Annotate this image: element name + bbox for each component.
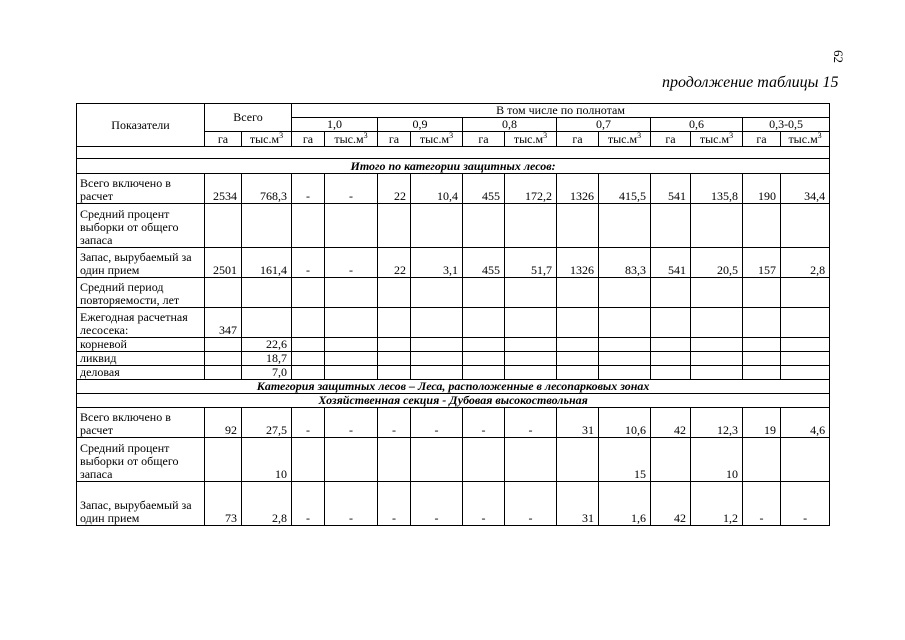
unit-volume: $тыс.м^3$ bbox=[325, 132, 378, 147]
table-cell: 27,5 bbox=[242, 408, 292, 438]
table-cell bbox=[463, 308, 505, 338]
header-density: 0,9 bbox=[378, 118, 463, 132]
table-cell bbox=[599, 338, 651, 352]
table-cell bbox=[781, 352, 830, 366]
table-cell: 51,7 bbox=[505, 248, 557, 278]
table-cell bbox=[325, 352, 378, 366]
table-cell: - bbox=[325, 408, 378, 438]
table-cell: - bbox=[378, 408, 411, 438]
table-cell: 172,2 bbox=[505, 174, 557, 204]
table-cell: 42 bbox=[651, 408, 691, 438]
table-cell bbox=[599, 366, 651, 380]
table-cell bbox=[599, 204, 651, 248]
table-cell bbox=[242, 278, 292, 308]
table-cell bbox=[505, 366, 557, 380]
table-cell bbox=[651, 278, 691, 308]
table-cell: - bbox=[505, 482, 557, 526]
table-cell: 20,5 bbox=[691, 248, 743, 278]
table-cell bbox=[743, 366, 781, 380]
table-cell: 31 bbox=[557, 408, 599, 438]
table-cell bbox=[292, 366, 325, 380]
table-cell: - bbox=[743, 482, 781, 526]
table-cell bbox=[651, 204, 691, 248]
table-cell bbox=[505, 204, 557, 248]
table-cell: - bbox=[292, 248, 325, 278]
table-cell bbox=[411, 338, 463, 352]
page-number: 62 bbox=[831, 50, 846, 63]
table-cell bbox=[205, 438, 242, 482]
header-density: 0,6 bbox=[651, 118, 743, 132]
unit-ha: га bbox=[651, 132, 691, 147]
table-cell: 10,4 bbox=[411, 174, 463, 204]
section-title: Хозяйственная секция - Дубовая высокоствольная bbox=[77, 394, 830, 408]
table-cell bbox=[691, 308, 743, 338]
table-cell: 10 bbox=[242, 438, 292, 482]
table-cell bbox=[781, 278, 830, 308]
row-label: Средний процент выборки от общего запаса bbox=[77, 204, 205, 248]
table-cell bbox=[557, 366, 599, 380]
table-cell bbox=[292, 278, 325, 308]
table-cell: 190 bbox=[743, 174, 781, 204]
row-label: корневой bbox=[77, 338, 205, 352]
spacer-row bbox=[77, 147, 830, 159]
table-cell: - bbox=[325, 174, 378, 204]
table-cell bbox=[651, 352, 691, 366]
table-cell bbox=[463, 438, 505, 482]
table-cell bbox=[205, 278, 242, 308]
table-cell bbox=[463, 338, 505, 352]
table-cell: 2,8 bbox=[242, 482, 292, 526]
header-density: 0,7 bbox=[557, 118, 651, 132]
table-cell bbox=[557, 352, 599, 366]
table-cell: 22 bbox=[378, 248, 411, 278]
table-cell: - bbox=[781, 482, 830, 526]
table-cell: 22,6 bbox=[242, 338, 292, 352]
table-cell: 22 bbox=[378, 174, 411, 204]
category-title: Категория защитных лесов – Леса, расположенные в лесопарковых зонах bbox=[77, 380, 830, 394]
table-caption: продолжение таблицы 15 bbox=[662, 74, 839, 91]
table-cell: 18,7 bbox=[242, 352, 292, 366]
unit-ha: га bbox=[292, 132, 325, 147]
unit-ha: га bbox=[557, 132, 599, 147]
row-label: Всего включено в расчет bbox=[77, 174, 205, 204]
table-cell bbox=[242, 204, 292, 248]
header-density: 1,0 bbox=[292, 118, 378, 132]
table-cell bbox=[505, 338, 557, 352]
row-label: Запас, вырубаемый за один прием bbox=[77, 482, 205, 526]
table-cell bbox=[463, 204, 505, 248]
table-cell bbox=[325, 366, 378, 380]
row-label: Средний период повторяемости, лет bbox=[77, 278, 205, 308]
table-cell bbox=[557, 338, 599, 352]
unit-ha: га bbox=[378, 132, 411, 147]
table-cell: 2,8 bbox=[781, 248, 830, 278]
table-cell bbox=[411, 366, 463, 380]
table-cell bbox=[691, 366, 743, 380]
table-cell bbox=[378, 338, 411, 352]
table-cell: 135,8 bbox=[691, 174, 743, 204]
table-cell bbox=[411, 352, 463, 366]
table-row bbox=[77, 308, 830, 338]
table-row bbox=[77, 248, 830, 278]
table-cell: 541 bbox=[651, 174, 691, 204]
table-cell bbox=[781, 366, 830, 380]
table-cell: 92 bbox=[205, 408, 242, 438]
table-row bbox=[77, 204, 830, 248]
table-cell bbox=[651, 338, 691, 352]
table-cell: 455 bbox=[463, 174, 505, 204]
table-cell bbox=[691, 338, 743, 352]
unit-volume: $тыс.м^3$ bbox=[781, 132, 830, 147]
table-cell bbox=[411, 438, 463, 482]
row-label: Всего включено в расчет bbox=[77, 408, 205, 438]
table-cell bbox=[292, 204, 325, 248]
table-cell: - bbox=[325, 482, 378, 526]
data-table bbox=[76, 103, 830, 526]
table-cell bbox=[463, 352, 505, 366]
table-cell bbox=[378, 352, 411, 366]
table-cell bbox=[651, 308, 691, 338]
table-cell bbox=[599, 278, 651, 308]
table-cell bbox=[781, 204, 830, 248]
table-cell bbox=[505, 308, 557, 338]
table-cell bbox=[378, 308, 411, 338]
table-cell bbox=[325, 278, 378, 308]
unit-volume: $тыс.м^3$ bbox=[599, 132, 651, 147]
table-cell bbox=[505, 438, 557, 482]
header-density: 0,3-0,5 bbox=[743, 118, 830, 132]
table-cell bbox=[325, 204, 378, 248]
table-cell bbox=[205, 366, 242, 380]
table-cell: 7,0 bbox=[242, 366, 292, 380]
header-by-density: В том числе по полнотам bbox=[292, 104, 830, 118]
table-cell bbox=[205, 338, 242, 352]
table-cell: 4,6 bbox=[781, 408, 830, 438]
table-cell bbox=[743, 438, 781, 482]
table-cell: 34,4 bbox=[781, 174, 830, 204]
table-cell bbox=[557, 204, 599, 248]
table-cell bbox=[743, 204, 781, 248]
table-cell bbox=[691, 352, 743, 366]
table-cell: - bbox=[505, 408, 557, 438]
table-cell: 1,6 bbox=[599, 482, 651, 526]
table-cell: 19 bbox=[743, 408, 781, 438]
table-cell bbox=[411, 204, 463, 248]
table-cell bbox=[691, 204, 743, 248]
table-cell: 415,5 bbox=[599, 174, 651, 204]
table-cell bbox=[378, 278, 411, 308]
table-cell: 2534 bbox=[205, 174, 242, 204]
table-cell: 15 bbox=[599, 438, 651, 482]
table-cell bbox=[743, 338, 781, 352]
table-cell bbox=[781, 338, 830, 352]
section-title: Итого по категории защитных лесов: bbox=[77, 159, 830, 174]
table-cell: 10,6 bbox=[599, 408, 651, 438]
table-cell: - bbox=[411, 408, 463, 438]
header-density: 0,8 bbox=[463, 118, 557, 132]
row-label: Ежегодная расчетная лесосека: bbox=[77, 308, 205, 338]
table-cell bbox=[781, 308, 830, 338]
table-cell: - bbox=[292, 482, 325, 526]
table-cell bbox=[557, 278, 599, 308]
table-cell bbox=[242, 308, 292, 338]
table-cell: 2501 bbox=[205, 248, 242, 278]
header-total: Всего bbox=[205, 104, 292, 132]
table-cell: 455 bbox=[463, 248, 505, 278]
table-cell bbox=[411, 308, 463, 338]
table-row bbox=[77, 174, 830, 204]
unit-volume: $тыс.м^3$ bbox=[691, 132, 743, 147]
table-cell: 1,2 bbox=[691, 482, 743, 526]
table-cell bbox=[378, 204, 411, 248]
table-cell bbox=[743, 278, 781, 308]
table-cell bbox=[743, 308, 781, 338]
table-cell bbox=[463, 278, 505, 308]
table-cell bbox=[325, 438, 378, 482]
table-cell: 1326 bbox=[557, 174, 599, 204]
table-cell bbox=[292, 338, 325, 352]
table-cell bbox=[505, 352, 557, 366]
table-cell bbox=[292, 438, 325, 482]
table-cell bbox=[557, 308, 599, 338]
unit-volume: $тыс.м^3$ bbox=[242, 132, 292, 147]
table-cell: 3,1 bbox=[411, 248, 463, 278]
table-cell: 31 bbox=[557, 482, 599, 526]
table-cell bbox=[599, 308, 651, 338]
table-row bbox=[77, 352, 830, 366]
unit-ha: га bbox=[743, 132, 781, 147]
table-cell bbox=[743, 352, 781, 366]
table-cell bbox=[651, 438, 691, 482]
table-cell: 161,4 bbox=[242, 248, 292, 278]
table-cell bbox=[292, 308, 325, 338]
table-cell: 541 bbox=[651, 248, 691, 278]
table-cell: 768,3 bbox=[242, 174, 292, 204]
table-row bbox=[77, 338, 830, 352]
table-cell bbox=[325, 338, 378, 352]
table-cell: 12,3 bbox=[691, 408, 743, 438]
table-cell: - bbox=[292, 408, 325, 438]
table-cell bbox=[599, 352, 651, 366]
table-cell bbox=[557, 438, 599, 482]
table-cell bbox=[205, 352, 242, 366]
table-cell bbox=[411, 278, 463, 308]
row-label: Запас, вырубаемый за один прием bbox=[77, 248, 205, 278]
table-cell: - bbox=[463, 408, 505, 438]
table-cell: 1326 bbox=[557, 248, 599, 278]
table-cell bbox=[691, 278, 743, 308]
table-cell bbox=[651, 366, 691, 380]
table-row bbox=[77, 438, 830, 482]
table-cell: 347 bbox=[205, 308, 242, 338]
table-cell: - bbox=[411, 482, 463, 526]
table-cell: 10 bbox=[691, 438, 743, 482]
table-row bbox=[77, 482, 830, 526]
table-cell: 73 bbox=[205, 482, 242, 526]
table-cell: - bbox=[292, 174, 325, 204]
table-cell bbox=[205, 204, 242, 248]
table-cell bbox=[292, 352, 325, 366]
table-cell bbox=[505, 278, 557, 308]
unit-volume: $тыс.м^3$ bbox=[411, 132, 463, 147]
table-row bbox=[77, 366, 830, 380]
row-label: ликвид bbox=[77, 352, 205, 366]
table-cell bbox=[781, 438, 830, 482]
table-cell: 42 bbox=[651, 482, 691, 526]
unit-volume: $тыс.м^3$ bbox=[505, 132, 557, 147]
table-row bbox=[77, 408, 830, 438]
table-row bbox=[77, 278, 830, 308]
unit-ha: га bbox=[205, 132, 242, 147]
table-cell bbox=[463, 366, 505, 380]
table-cell: - bbox=[378, 482, 411, 526]
table-cell bbox=[378, 366, 411, 380]
table-cell: - bbox=[463, 482, 505, 526]
table-cell: 157 bbox=[743, 248, 781, 278]
table-cell bbox=[378, 438, 411, 482]
table-cell bbox=[325, 308, 378, 338]
unit-ha: га bbox=[463, 132, 505, 147]
header-indicators: Показатели bbox=[77, 104, 205, 147]
row-label: Средний процент выборки от общего запаса bbox=[77, 438, 205, 482]
table-cell: - bbox=[325, 248, 378, 278]
row-label: деловая bbox=[77, 366, 205, 380]
table-cell: 83,3 bbox=[599, 248, 651, 278]
